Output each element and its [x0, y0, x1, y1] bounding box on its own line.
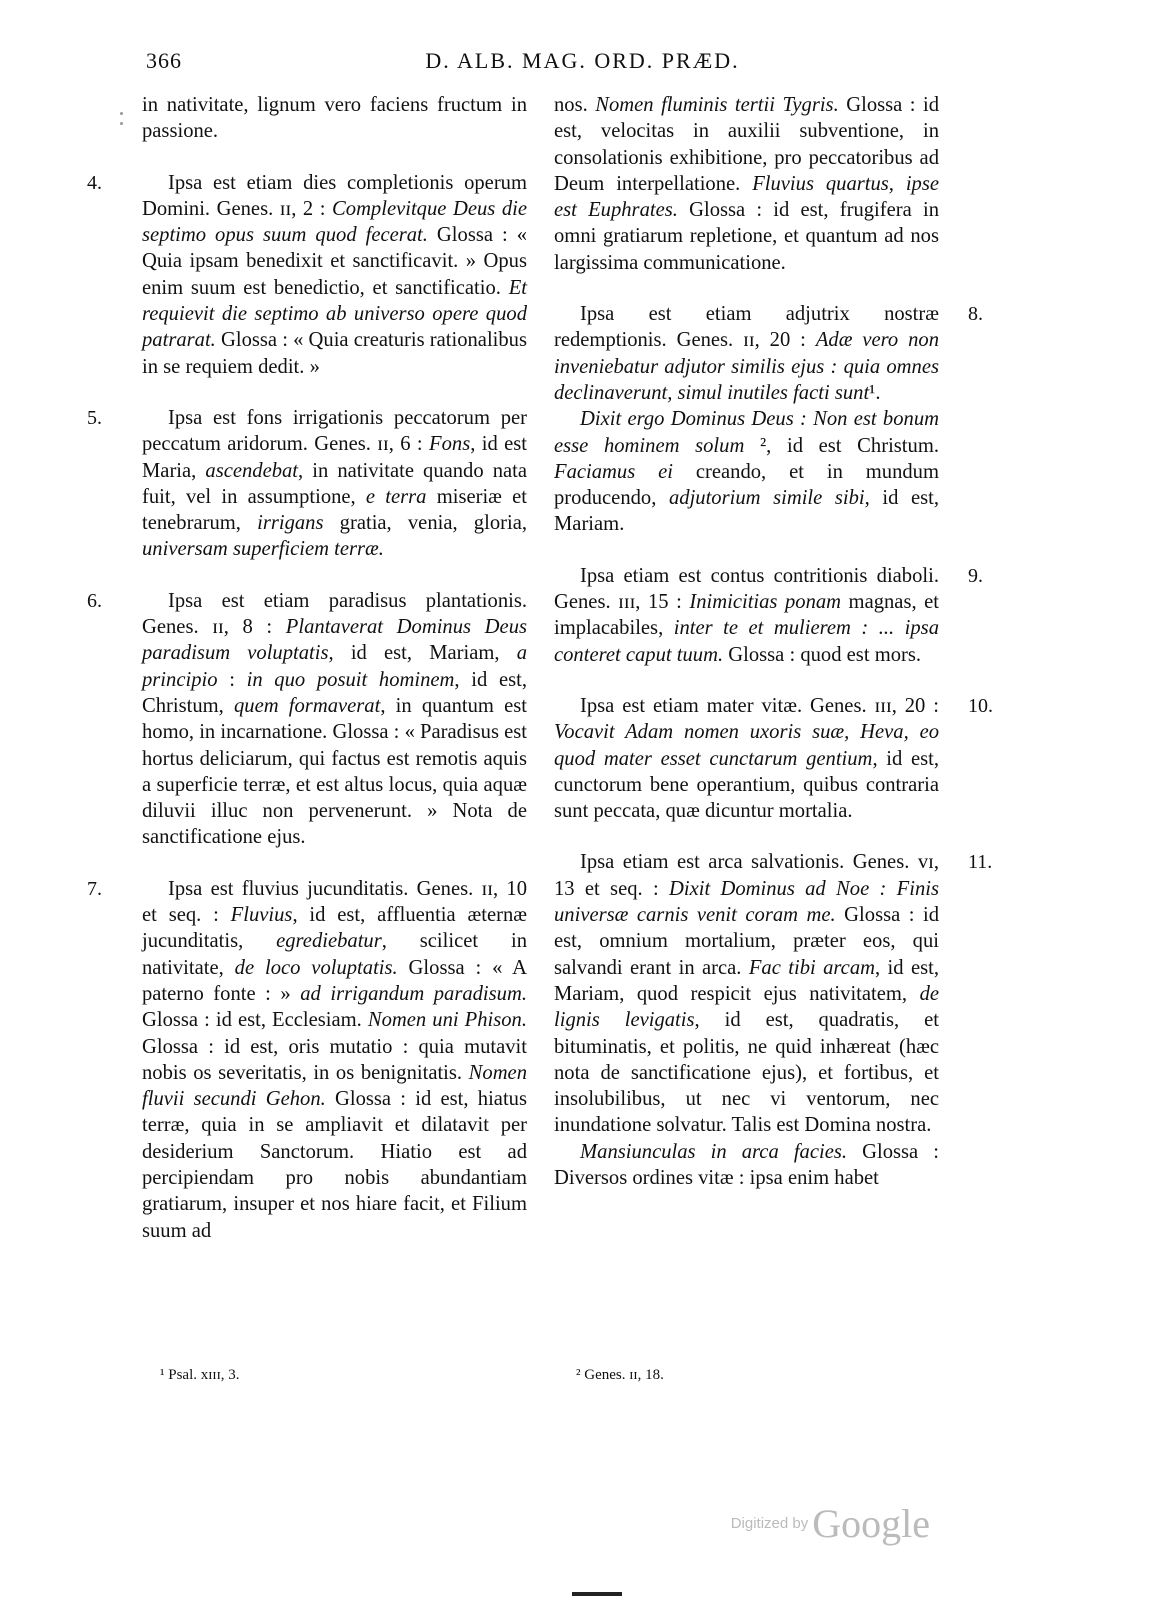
google-logo: Google: [812, 1501, 930, 1546]
footnote-right: ² Genes. ɪɪ, 18.: [576, 1367, 664, 1383]
paragraph-text: nos. Nomen fluminis tertii Tygris. Glossa : id est, velocitas in auxilii subventione, in consolationis exhibitione, pro peccatoribus ad Deum interpellatione. Fluvius quartus, ipse est Euphrates. Glossa : id est, frugifera in omni gratiarum repletione, et quantum ad nos largissima communicatione.: [554, 94, 939, 274]
section-number: 7.: [87, 877, 102, 900]
scan-edge-mark: [572, 1592, 622, 1596]
section: [554, 849, 993, 1191]
footnote-left: ¹ Psal. xɪɪɪ, 3.: [160, 1367, 240, 1383]
paragraph-text: Ipsa est etiam dies completionis operum Domini. Genes. ɪɪ, 2 : Complevitque Deus die septimo opus suum quod fecerat. Glossa : « Quia ipsam benedixit et sanctificavit. » Opus enim suum est benedictio, et sanctificatio. Et requievit die septimo ab universo opere quod patrarat. Glossa : « Quia creaturis rationalibus in se requiem dedit. »: [142, 171, 527, 378]
section: [554, 693, 993, 824]
paragraph-text: Ipsa est fons irrigationis peccatorum per peccatum aridorum. Genes. ɪɪ, 6 : Fons, id est Maria, ascendebat, in nativitate quando nata fuit, vel in assumptione, e terra miseriæ et tenebrarum, irrigans gratia, venia, gloria, universam superficiem terræ.: [142, 406, 528, 561]
paragraph-text: Ipsa est etiam adjutrix nostræ redemptionis. Genes. ɪɪ, 20 : Adæ vero non inveniebatur adjutor similis ejus : quia omnes declinaverunt, simul inutiles facti sunt¹.: [554, 303, 939, 404]
section: [87, 405, 528, 563]
paragraph-text: Ipsa est etiam paradisus plantationis. Genes. ɪɪ, 8 : Plantaverat Dominus Deus paradisum voluptatis, id est, Mariam, a principio : in quo posuit hominem, id est, Christum, quem formaverat, in quantum est homo, in incarnatione. Glossa : « Paradisus est hortus deliciarum, qui factus est remotis aquis a superficie terræ, et est altus locus, quia aquæ diluvii illuc non pervenerunt. » Nota de sanctificatione ejus.: [142, 589, 528, 849]
paragraph-text: Dixit ergo Dominus Deus : Non est bonum esse hominem solum ², id est Christum. Faciamus ei creando, et in mundum producendo, adjutorium simile sibi, id est, Mariam.: [554, 408, 940, 536]
page-number: 366: [146, 48, 182, 73]
left-column: [87, 92, 528, 1269]
running-title: D. ALB. MAG. ORD. PRÆD.: [425, 48, 740, 73]
section-number: 10.: [968, 694, 993, 717]
digitized-by-google-watermark: [731, 1500, 930, 1547]
section-number: 6.: [87, 589, 102, 612]
paragraph-text: Ipsa est fluvius jucunditatis. Genes. ɪɪ, 10 et seq. : Fluvius, id est, affluentia æternæ jucunditatis, egrediebatur, scilicet in nativitate, de loco voluptatis. Glossa : « A paterno fonte : » ad irrigandum paradisum. Glossa : id est, Ecclesiam. Nomen uni Phison. Glossa : id est, oris mutatio : quia mutavit nobis os severitatis, in os benignitatis. Nomen fluvii secundi Gehon. Glossa : id est, hiatus terræ, quia in se ampliavit et dilatavit per desiderium Sanctorum. Hiatio est ad percipiendam pro nobis abundantiam gratiarum, insuper et nos hiare facit, et Filium suum ad: [142, 877, 527, 1242]
paragraph-text: in nativitate, lignum vero faciens fructum in passione.: [142, 94, 527, 143]
paragraph-text: Ipsa etiam est contus contritionis diaboli. Genes. ɪɪɪ, 15 : Inimicitias ponam magnas, et implacabiles, inter te et mulierem : ... ipsa conteret caput tuum. Glossa : quod est mors.: [554, 564, 940, 666]
section: [87, 588, 528, 851]
scan-speck: [120, 112, 123, 115]
section: [87, 876, 527, 1244]
section: [554, 563, 983, 668]
section-number: 9.: [968, 564, 983, 587]
right-column: [554, 92, 993, 1216]
section-number: 4.: [87, 171, 102, 194]
section-number: 5.: [87, 406, 102, 429]
section-number: 11.: [968, 851, 993, 874]
paragraph-text: Mansiunculas in arca facies. Glossa : Diversos ordines vitæ : ipsa enim habet: [554, 1140, 940, 1189]
page-header: [0, 48, 1165, 82]
section: [87, 170, 527, 380]
watermark-prefix: Digitized by: [730, 1515, 809, 1532]
paragraph-text: Ipsa est etiam mater vitæ. Genes. ɪɪɪ, 20 : Vocavit Adam nomen uxoris suæ, Heva, eo quod mater esset cunctarum gentium, id est, cunctorum bene operantium, quibus contraria sunt peccata, quæ dicuntur mortalia.: [554, 694, 939, 823]
section: [142, 92, 527, 145]
section-number: 8.: [968, 303, 983, 326]
scan-speck: [120, 122, 123, 125]
paragraph-text: Ipsa etiam est arca salvationis. Genes. vɪ, 13 et seq. : Dixit Dominus ad Noe : Finis universæ carnis venit coram me. Glossa : id est, omnium mortalium, præter eos, qui salvandi erant in arca. Fac tibi arcam, id est, Mariam, quod respicit ejus nativitatem, de lignis levigatis, id est, quadratis, et bituminatis, et politis, ne quid inhæreat (hæc nota de sanctificatione ejus), et fortibus, et insolubilibus, ut nec vi ventorum, nec inundatione solvatur. Talis est Domina nostra.: [554, 851, 939, 1137]
section: [554, 301, 983, 538]
section: [554, 92, 939, 276]
